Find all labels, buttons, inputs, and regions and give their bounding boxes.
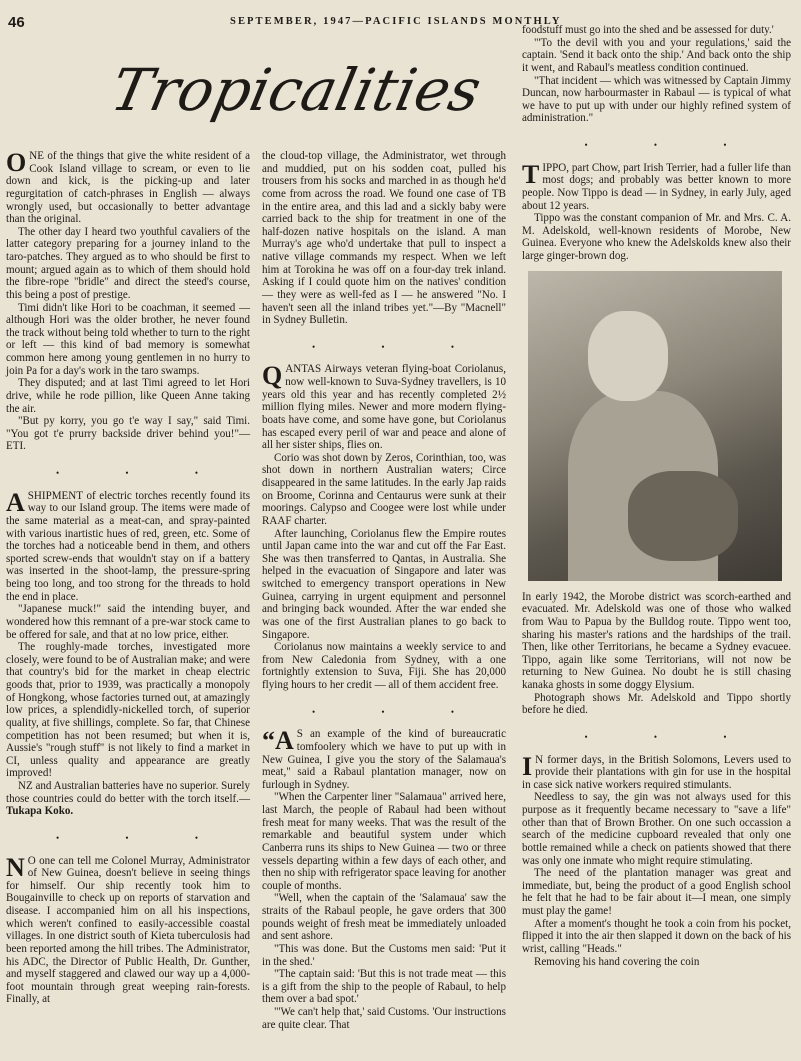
drop-cap: Q — [262, 361, 283, 391]
drop-cap: “A — [262, 726, 294, 756]
paragraph: foodstuff must go into the shed and be assessed for duty.' — [522, 24, 774, 36]
paragraph: "That incident — which was witnessed by Captain Jimmy Duncan, now harbourmaster in Rabaul — is typical of what we have to put up with under our highly refined system of administration." — [522, 74, 791, 125]
paragraph: Needless to say, the gin was not always used for this purpose as it frequently became necessary to "save a life" other than that of Brown Brother. On one such occassion a search of the medicine cupboard revealed that only one bottle remained while a check on patients showed that there was only one inmate who might require stimulating. — [522, 791, 791, 867]
column-3 — [522, 24, 791, 1055]
drop-cap: A — [6, 487, 25, 517]
paragraph: Coriolanus now maintains a weekly service to and from New Caledonia from Sydney, with a one fortnightly extension to Suva, Fiji. She has 20,000 flying hours to her credit — all of them accident free. — [262, 641, 506, 691]
svg-text:Tropicalities: Tropicalities — [105, 56, 487, 124]
paragraph: Corio was shot down by Zeros, Corinthian, too, was shot down in northern Australian waters; Circe disappeared in the same latitudes. In the early Jap raids on Broome, Corinna and Centaurus were sunk at their moorings. Calypso and Coogee were lost while under RAAF charter. — [262, 451, 506, 527]
section-separator: • • • — [312, 341, 486, 352]
page-number: 46 — [8, 14, 25, 31]
paragraph: After a moment's thought he took a coin from his pocket, flipped it into the air then slapped it down on the back of his wrist, calling "Heads." — [522, 917, 791, 955]
paragraph: "'To the devil with you and your regulations,' said the captain. 'Send it back onto the ship.' And back onto the ship it went, and Rabaul's meatless condition continued. — [522, 36, 791, 74]
signature: Tukapa Koko. — [6, 805, 74, 818]
masthead-logo — [105, 46, 487, 126]
paragraph: After launching, Coriolanus flew the Empire routes until Japan came into the war and cut off the Far East. She was then transferred to Qantas, in Australia. She helped in the evacuation of Singapore and later was switched to emergency transport operations in New Guinea, carrying in urgent equipment and personnel and bringing back wounded. After the war ended she was one of the first Australian planes to go back to Singapore. — [262, 527, 506, 641]
paragraph: "When the Carpenter liner "Salamaua" arrived here, last March, the people of Rabaul had been without fresh meat for many weeks. That was the result of the remarkable and beautiful system under which Canberra runs its ships to New Guinea — two or three vessels departing within a few days of each other, and then no ship with refrigerator space leaving for another couple of months. — [262, 791, 506, 892]
paragraph: "Well, when the captain of the 'Salamaua' saw the straits of the Rabaul people, he gave orders that 300 pounds weight of fresh meat be immediately unloaded and sent ashore. — [262, 892, 506, 943]
paragraph: In early 1942, the Morobe district was scorch-earthed and evacuated. Mr. Adelskold was one of those who walked from Wau to Papua by the Bulldog route. Tippo went too, sharing his master's rations and the hardships of the trail. Then, like other Territorians, he became a Sydney evacuee. Tippo, again like some Territorians, will not now be returning to New Guinea. No doubt he is still chasing kanaka ghosts in some doggy Elysium. — [522, 590, 791, 691]
section-separator: • • • — [56, 468, 230, 478]
article-cook-islands: ONE of the things that give the white resident of a Cook Island village to scream, or even to lie down and kick, is the picking-up and later regurgitation of catch-phrases in English — always wrongly used, but occasionally to better advantage than the original. — [6, 148, 250, 226]
paragraph: Removing his hand covering the coin — [534, 955, 700, 968]
drop-cap: N — [6, 852, 25, 882]
drop-cap: T — [522, 159, 540, 189]
section-separator: • • • — [584, 140, 759, 150]
article-qantas: QANTAS Airways veteran flying-boat Coriolanus, now well-known to Suva-Sydney travellers, is 10 years old this year and has recently completed 2½ million flying miles. Newer and more modern flying-boats have come, and some have gone, but Coriolanus has escaped every peril of war and peace and alone of all her sister ships, flies on. — [262, 361, 506, 452]
article-torches: ASHIPMENT of electric torches recently found its way to our Island group. The items were made of the same material as a meat-can, and spray-painted with various inartistic hues of red, green, etc. Some of the torches had a noticeable bend in them, and others sported screw-ends that wouldn't stay on if a battery was inserted in the shoot-lamp, the pressure-spring being too long, and too strong for the threads to hold the end in place. — [6, 487, 250, 603]
drop-cap: I — [522, 751, 533, 781]
section-separator: • • • — [56, 832, 230, 843]
photo-caption: Photograph shows Mr. Adelskold and Tippo shortly before he died. — [522, 691, 791, 717]
article-tippo: TIPPO, part Chow, part Irish Terrier, had a fuller life than most dogs; and probably was better known to more people. Now Tippo is dead — in Sydney, in early July, aged about 12 years. — [522, 159, 791, 212]
section-separator: • • • — [584, 731, 759, 742]
paragraph: "Japanese muck!" said the intending buyer, and wondered how this remnant of a pre-war stock came to be offered for sale, and that at no low price, either. — [6, 603, 250, 641]
paragraph: NZ and Australian batteries have no superior. Surely those countries could do better with the torch itself.—Tukapa Koko. — [6, 780, 250, 818]
column-2 — [262, 150, 506, 1055]
photo-adelskold-and-tippo — [528, 271, 782, 581]
drop-cap: O — [6, 148, 27, 177]
article-salamaua-meat: “A S an example of the kind of bureaucratic tomfoolery which we have to put up with in New Guinea, I give you the story of the Salamaua's meat," said a Rabaul plantation manager, now on furlough in Sydney. — [262, 726, 506, 791]
article-solomons-gin: I N former days, in the British Solomons, Levers used to provide their plantations with gin for use in the hospital in case sick native workers required stimulants. — [522, 751, 791, 791]
paragraph: "'We can't help that,' said Customs. 'Our instructions are quite clear. That — [262, 1006, 506, 1031]
section-separator: • • • — [312, 706, 486, 717]
article-colonel-murray: N O one can tell me Colonel Murray, Administrator of New Guinea, doesn't believe in seeing things for himself. Our ship recently took him to Bougainville to check up on reports of starvation and disease. I accompanied him on all his inspections, which weren't confined to easily-accessible coastal villages. In one district south of Kieta tuberculosis had been reported among the hill tribes. The Administrator, his ADC, the Director of Public Health, Dr. Gunther, and myself staggered and clawed our way up a 4,000-foot mountain through great weeping rain-forests. Finally, at — [6, 852, 250, 1006]
running-head: SEPTEMBER, 1947—PACIFIC ISLANDS MONTHLY — [230, 16, 562, 27]
paragraph: They disputed; and at last Timi agreed to let Hori drive, while he rode pillion, like Queen Anne taking the air. — [6, 377, 250, 415]
paragraph: The need of the plantation manager was great and immediate, but, being the product of a good English school he felt that he had to be fair about it—I mean, one simply must play the game! — [522, 867, 791, 917]
paragraph: Tippo was the constant companion of Mr. and Mrs. C. A. M. Adelskold, well-known residents of Morobe, New Guinea. Everyone who knew the Adelskolds knew also their large ginger-brown dog. — [522, 212, 791, 262]
paragraph: the cloud-top village, the Administrator, wet through and muddied, put on his sodden coat, pulled his trousers from his socks and marched in as though he'd come from across the road. We found one case of TB in the entire area, and this lad and a sickly baby were carried back to the ship for treatment in one of the half-dozen native hospitals on the island. A man Murray's age who'd undertake that pull to inspect a native village commands my respect. When we left him at Torokina he was off on a four-day trek inland. Asking if I could quote him on the natives' condition — they were as well-fed as I — he answered "No. I haven't seen all the inland tribes yet."—By "Macnell" in Sydney Bulletin. — [262, 150, 506, 327]
paragraph: "This was done. But the Customs men said: 'Put it in the shed.' — [262, 942, 506, 968]
column-1 — [6, 150, 250, 1055]
photo-figure-head — [588, 311, 668, 401]
paragraph: Timi didn't like Hori to be coachman, it seemed — although Hori was the older brother, he never found the track without being told whether to turn to the right or left — this kind of bad memory is somewhat common here among young gentlemen in no hurry to join Pa for a day's work in the taro swamps. — [6, 301, 250, 377]
paragraph: "The captain said: 'But this is not trade meat — this is a gift from the ship to the people of Rabaul, to help them over a bad spot.' — [262, 968, 506, 1006]
paragraph: The other day I heard two youthful cavaliers of the latter category preparing for a journey inland to the taro-patches. They argued as to who should be first to mount; argued again as to which of them should hold the fibre-rope "bridle" and direct the steed's course, this being a post of prestige. — [6, 225, 250, 301]
paragraph: "But py korry, you go t'e way I say," said Timi. "You got t'e prurry backside driver behind you!"—ETI. — [6, 415, 250, 453]
paragraph: The roughly-made torches, investigated more closely, were found to be of Australian make; and were that country's bid for the market in cheap electric goods that, prior to 1939, was practically a monopoly of Hongkong, whose factories turned out, at amazingly low prices, a splendidly-nickelled torch, of superior quality, at five shillings, complete. So far, that Chinese competition has not been resumed; but when it is, Aussie's "rough stuff" is not likely to find a market in CI, unless quality and appearance are greatly improved! — [6, 641, 250, 780]
photo-dog — [628, 471, 738, 561]
